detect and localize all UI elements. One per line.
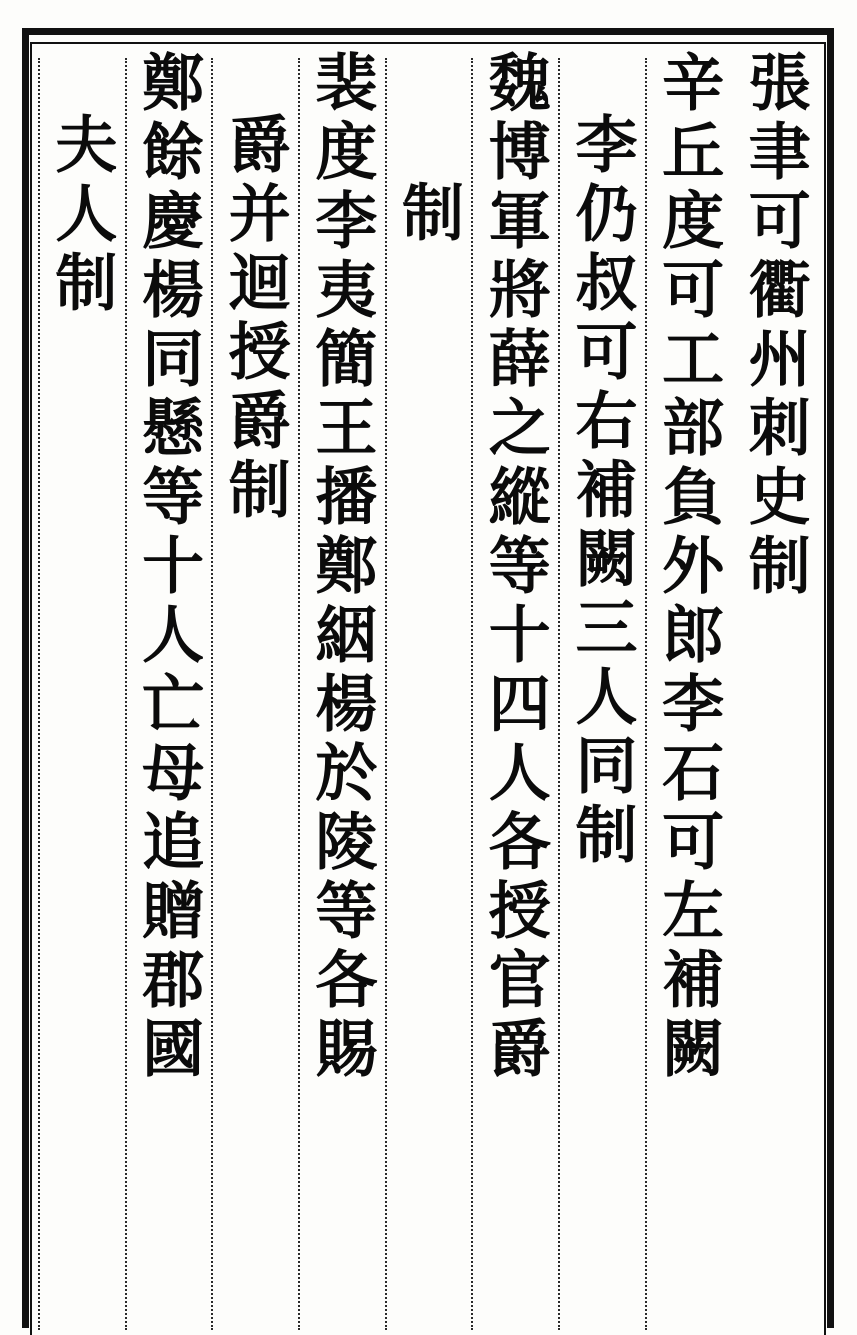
text-column-8 <box>125 50 212 1330</box>
column-text: 爵并迴授爵制 <box>218 112 292 526</box>
column-text: 張聿可衢州刺史制 <box>738 50 812 602</box>
column-text: 李仍叔可右補闕三人同制 <box>564 112 638 871</box>
column-text: 鄭餘慶楊同懸等十人亡母追贈郡國 <box>131 50 205 1085</box>
text-column-7 <box>211 50 298 1330</box>
column-text: 裴度李夷簡王播鄭絪楊於陵等各賜 <box>304 50 378 1085</box>
text-column-3 <box>558 50 645 1330</box>
text-column-9 <box>38 50 125 1330</box>
column-text: 制 <box>391 180 465 249</box>
column-text: 魏博軍將薛之縱等十四人各授官爵 <box>478 50 552 1085</box>
text-column-2 <box>645 50 732 1330</box>
text-column-4 <box>471 50 558 1330</box>
text-column-1 <box>731 50 818 1330</box>
text-column-5 <box>385 50 472 1330</box>
column-text: 夫人制 <box>44 112 118 319</box>
text-column-6 <box>298 50 385 1330</box>
text-column-container <box>38 50 818 1330</box>
column-text: 辛丘度可工部負外郎李石可左補闕 <box>651 50 725 1085</box>
